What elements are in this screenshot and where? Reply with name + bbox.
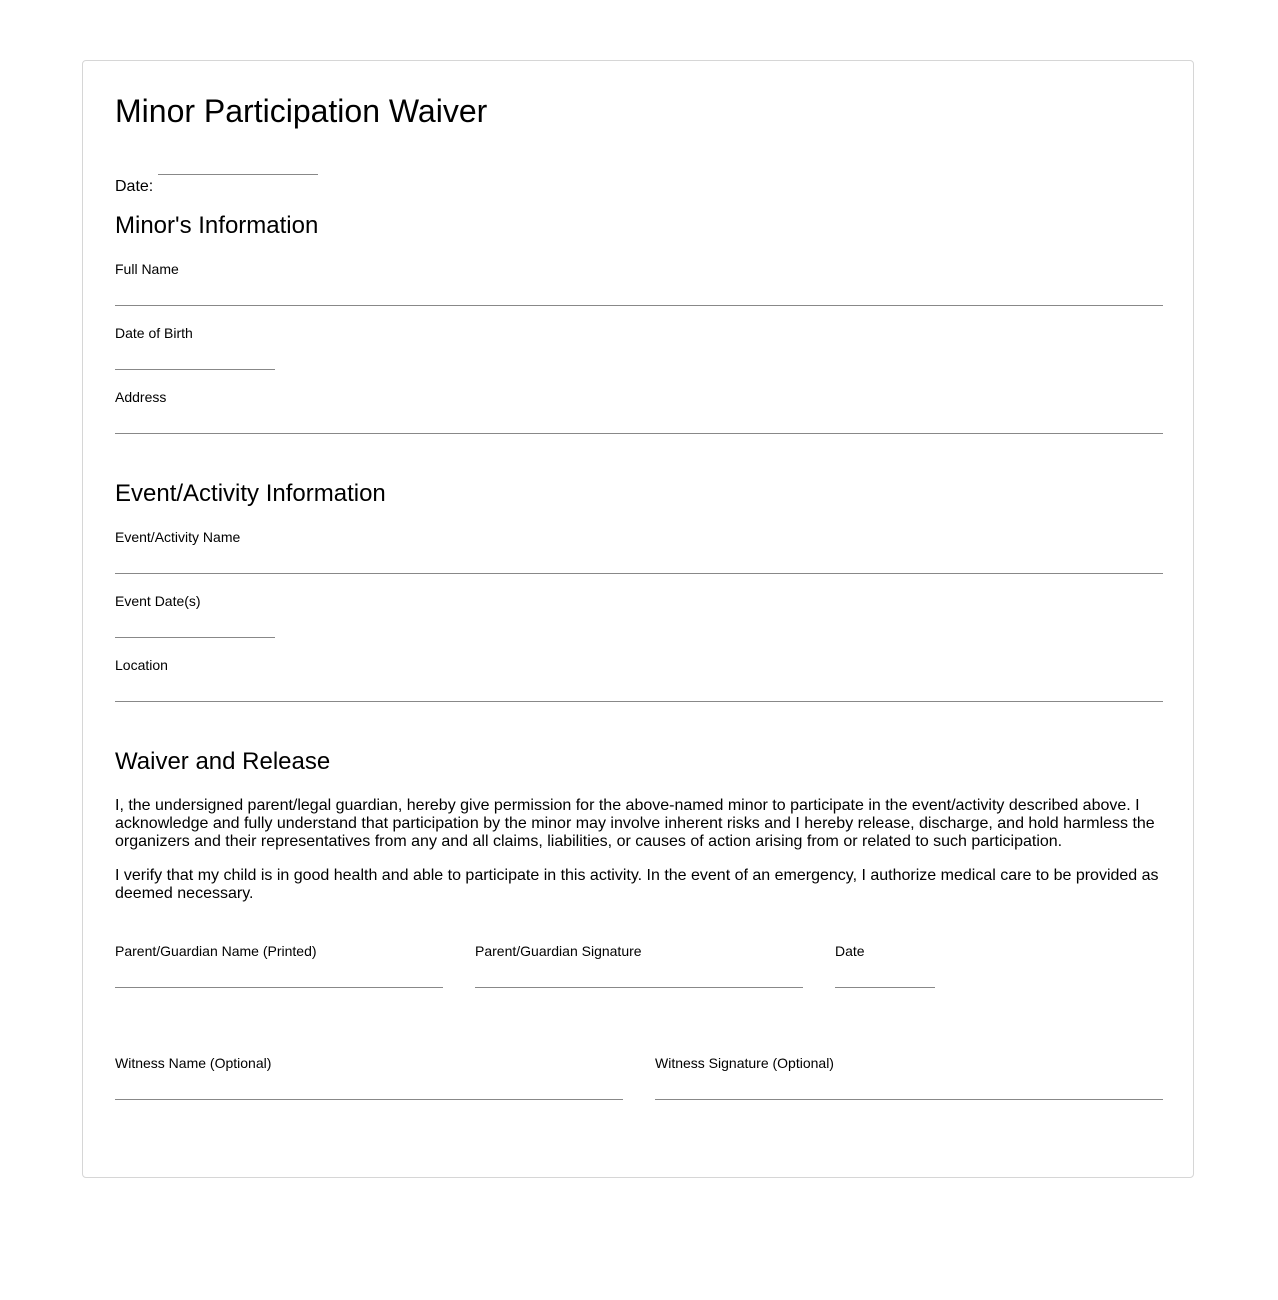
full-name-label: Full Name (115, 261, 179, 277)
witness-signature-input-line[interactable] (655, 1099, 1163, 1100)
location-label: Location (115, 657, 168, 673)
address-input-line[interactable] (115, 433, 1163, 434)
event-dates-label: Event Date(s) (115, 593, 201, 609)
full-name-input-line[interactable] (115, 305, 1163, 306)
guardian-signature-input-line[interactable] (475, 987, 803, 988)
witness-name-input-line[interactable] (115, 1099, 623, 1100)
event-name-input-line[interactable] (115, 573, 1163, 574)
location-input-line[interactable] (115, 701, 1163, 702)
waiver-paragraph-2: I verify that my child is in good health and able to participate in this activity. In the event of an emergency, I authorize medical care to be provided as deemed necessary. (115, 867, 1159, 902)
minor-info-heading: Minor's Information (115, 212, 319, 239)
signature-date-label: Date (835, 943, 865, 959)
address-label: Address (115, 389, 167, 405)
event-dates-input-line[interactable] (115, 637, 275, 638)
dob-input-line[interactable] (115, 369, 275, 370)
witness-signature-label: Witness Signature (Optional) (655, 1055, 834, 1071)
event-name-label: Event/Activity Name (115, 529, 241, 545)
guardian-name-input-line[interactable] (115, 987, 443, 988)
date-field (115, 160, 335, 200)
signature-date-input-line[interactable] (835, 987, 935, 988)
date-label: Date: (115, 178, 154, 195)
waiver-paragraph-1: I, the undersigned parent/legal guardian, hereby give permission for the above-named minor to participate in the event/activity described above. I acknowledge and fully understand that participation by the minor may involve inherent risks and I hereby release, discharge, and hold harmless the organizers and their representatives from any and all claims, liabilities, or causes of action arising from or related to such participation. (115, 797, 1155, 850)
waiver-heading: Waiver and Release (115, 748, 331, 775)
witness-name-label: Witness Name (Optional) (115, 1055, 272, 1071)
guardian-signature-label: Parent/Guardian Signature (475, 943, 642, 959)
guardian-name-label: Parent/Guardian Name (Printed) (115, 943, 317, 959)
date-input-line[interactable] (158, 174, 318, 175)
dob-label: Date of Birth (115, 325, 193, 341)
page-title: Minor Participation Waiver (115, 93, 488, 129)
event-info-heading: Event/Activity Information (115, 480, 386, 507)
